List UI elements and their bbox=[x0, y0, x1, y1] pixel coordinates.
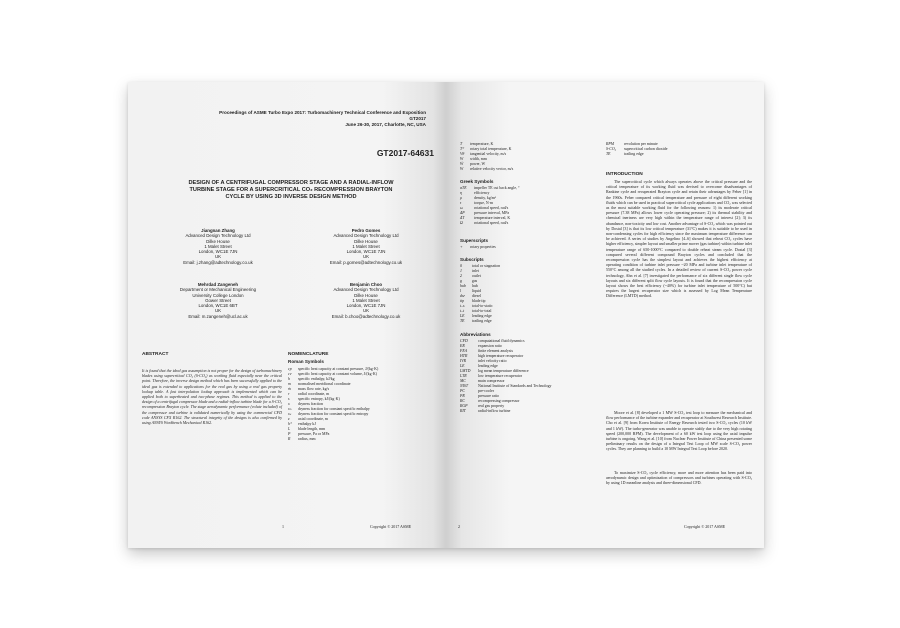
entry-description: impeller TE cut back angle, ° bbox=[474, 186, 520, 190]
entry-description: liquid bbox=[472, 289, 482, 293]
entry-symbol: ρ bbox=[460, 196, 462, 200]
entry-symbol: T⁰ bbox=[460, 147, 464, 151]
copyright-footer: Copyright © 2017 ASME bbox=[684, 524, 726, 529]
entry-symbol: RGP bbox=[460, 404, 468, 408]
entry-symbol: Ẇ bbox=[460, 162, 464, 166]
entry-description: low temperature recuperator bbox=[478, 374, 523, 378]
entry-symbol: CFD bbox=[460, 339, 468, 343]
entry-symbol: xₛ bbox=[288, 412, 292, 416]
entry-symbol: 2 bbox=[460, 274, 462, 278]
entry-symbol: PC bbox=[460, 389, 465, 393]
author-country: UK bbox=[362, 254, 370, 260]
entry-symbol: W bbox=[460, 157, 464, 161]
author-block-2 bbox=[304, 228, 428, 265]
entry-description: blade length, mm bbox=[298, 427, 326, 431]
entry-description: specific heat capacity at constant pressure, J/(kg·K) bbox=[298, 367, 379, 371]
entry-description: revolution per minute bbox=[624, 142, 658, 146]
right-page bbox=[446, 82, 764, 548]
entry-symbol: ω bbox=[460, 206, 463, 210]
entry-description: temperature interval, K bbox=[474, 216, 511, 220]
entry-symbol: hub bbox=[460, 284, 466, 288]
entry-description: specific entropy, kJ/(kg·K) bbox=[298, 397, 340, 401]
entry-description: hub bbox=[472, 284, 478, 288]
superscripts-heading: Superscripts bbox=[460, 238, 489, 243]
entry-symbol: dsr bbox=[460, 294, 465, 298]
entry-symbol: + bbox=[460, 245, 463, 249]
page-number: 2 bbox=[458, 524, 460, 529]
author-address: Gower Street bbox=[205, 297, 231, 303]
entry-symbol: t–t bbox=[460, 309, 465, 313]
entry-description: relative velocity vector, m/s bbox=[470, 167, 514, 171]
entry-description: finite element analysis bbox=[478, 349, 514, 353]
author-address: Dilke House bbox=[354, 238, 378, 244]
entry-description: dryness fraction for constant specific enthalpy bbox=[298, 407, 370, 411]
entry-description: enthalpy kJ bbox=[298, 422, 316, 426]
author-block-3 bbox=[156, 282, 280, 319]
entry-symbol: ΔT bbox=[460, 216, 465, 220]
entry-description: specific enthalpy, kJ/kg bbox=[298, 377, 335, 381]
entry-symbol: LE bbox=[460, 364, 465, 368]
author-address: 1 Malet Street bbox=[352, 243, 380, 249]
entry-description: temperature, K bbox=[470, 142, 494, 146]
introduction-paragraph-3: To maximize S-CO₂ cycle efficiency, more and more attention has been paid into aerodynamic design and optimization of compressors and turbines operating with S-CO₂ by using 1D meanline analysis and three-dimensional CFD. bbox=[606, 470, 752, 486]
entry-description: radial-inflow turbine bbox=[478, 409, 511, 413]
entry-symbol: r bbox=[288, 392, 290, 396]
nomenclature-entry bbox=[460, 319, 610, 324]
entry-symbol: t–s bbox=[460, 304, 465, 308]
author-address: London, WC1E 7JN bbox=[346, 249, 386, 255]
nomenclature-continued bbox=[460, 142, 610, 172]
author-email: Email: j.zhang@adtechnology.co.uk bbox=[183, 259, 253, 265]
entry-symbol: cv bbox=[288, 372, 292, 376]
entry-symbol: αTE bbox=[460, 186, 467, 190]
entry-description: computational fluid dynamics bbox=[478, 339, 525, 343]
author-affiliation: Department or Mechanical Engineering bbox=[179, 287, 257, 293]
entry-description: trailing edge bbox=[472, 319, 492, 323]
entry-description: main compressor bbox=[478, 379, 505, 383]
title-line-3: CYCLE BY USING 3D INVERSE DESIGN METHOD bbox=[225, 194, 357, 201]
entry-description: blade tip bbox=[472, 299, 486, 303]
entry-description: real gas property bbox=[478, 404, 505, 408]
entry-description: total-to-total bbox=[472, 309, 492, 313]
roman-symbols-list bbox=[288, 367, 438, 442]
entry-description: outlet bbox=[472, 274, 481, 278]
nomenclature-entry bbox=[460, 221, 610, 226]
entry-description: pressure ratio bbox=[478, 394, 500, 398]
author-country: UK bbox=[214, 254, 222, 260]
copyright-footer: Copyright © 2017 ASME bbox=[370, 524, 412, 529]
entry-description: rotary properties bbox=[470, 245, 496, 249]
abbreviations-list bbox=[460, 339, 620, 414]
entry-symbol: R bbox=[288, 437, 291, 441]
entry-symbol: HTR bbox=[460, 354, 468, 358]
entry-symbol: TE bbox=[460, 319, 465, 323]
entry-symbol: T bbox=[460, 142, 463, 146]
entry-description: axial coordinate, m bbox=[298, 417, 328, 421]
author-affiliation: Advanced Design Technology Ltd bbox=[333, 233, 399, 239]
nomenclature-heading: NOMENCLATURE bbox=[288, 352, 329, 357]
entry-description: normalised meridional coordinate bbox=[298, 382, 351, 386]
entry-symbol: S-CO₂ bbox=[606, 147, 616, 151]
entry-symbol: RPM bbox=[606, 142, 614, 146]
entry-symbol: g bbox=[460, 279, 462, 283]
author-address: London, WC1E 7JN bbox=[346, 303, 386, 309]
introduction-paragraph-1: The supercritical cycle which always operates above the critical pressure and the critical temperature of its working fluid was devised to overcome disadvantages of Rankine cycle and recuperated Brayton cycle and retain their advantages by Feher [1] in the 1960s. Feher compared critical temperature and pressure of eight different working fluids which can be used in practical supercritical cycle applications and CO₂ was selected as the most suitable working fluid for the following reasons: 1) its moderate critical pressure (7.38 MPa) allows lower cycle operating pressure; 2) its thermal stability and chemical inertness are very high within the temperature range of interest [2]; 3) its abundance, non-toxicity and low cost. Another advantage of S-CO₂ which was pointed out by Dostal [3] is that its low critical temperature (31°C) makes it is suitable to be used in non-condensing cycles for high efficiency since the maximum temperature difference can be achieved. A series of studies by Angelino [4–6] showed that reheat CO₂ cycles have higher efficiency, simpler layout and smaller prime mover (gas turbine) within turbine inlet temperature range of 650-1000°C compared to double reheat steam cycle. Dostal [3] compared several different compound Brayton cycles and concluded that the recompression cycle has the simplest layout and achieves the highest efficiency at operating condition of turbine inlet pressure ~20 MPa and turbine inlet temperature of 550°C among all the studied cycles. In a detailed review of current S-CO₂ power cycle technology, Ahn et al. [7] investigated the performance of six different single flow cycle layouts and six different split flow cycle layouts. It is found that the recompression cycle layout shows the best efficiency (~40%) for turbine inlet temperature of 500°C) but requires the largest recuperator size which is assessed by Log Mean Temperature Difference (LMTD) method. bbox=[606, 179, 752, 299]
entry-description: radial coordinate, m bbox=[298, 392, 330, 396]
entry-description: inlet bbox=[472, 269, 479, 273]
author-email: Email: m.zangeneh@ucl.ac.uk bbox=[188, 313, 248, 319]
entry-symbol: x bbox=[288, 402, 290, 406]
page-number: 1 bbox=[282, 524, 284, 529]
entry-symbol: ΔP bbox=[460, 211, 465, 215]
entry-description: density, kg/m³ bbox=[474, 196, 497, 200]
entry-symbol: tip bbox=[460, 299, 465, 303]
entry-description: dryness fraction bbox=[298, 402, 323, 406]
entry-description: width, mm bbox=[470, 157, 487, 161]
author-country: UK bbox=[362, 308, 370, 314]
entry-description: trailing edge bbox=[624, 152, 644, 156]
author-name: Pedro Gomes bbox=[351, 228, 381, 233]
entry-description: power, W bbox=[470, 162, 486, 166]
author-name: Mehrdad Zangeneh bbox=[197, 282, 239, 287]
entry-symbol: s bbox=[288, 397, 290, 401]
entry-description: inlet velocity ratio bbox=[478, 359, 507, 363]
entry-symbol: RIT bbox=[460, 409, 466, 413]
entry-description: rotational speed, rad/s bbox=[474, 221, 509, 225]
greek-symbols-heading: Greek Symbols bbox=[460, 179, 494, 184]
entry-description: pre-cooler bbox=[478, 389, 494, 393]
entry-symbol: Vθ bbox=[460, 152, 465, 156]
entry-symbol: L bbox=[288, 427, 291, 431]
abstract-heading: ABSTRACT bbox=[142, 352, 169, 357]
entry-symbol: xₕ bbox=[288, 407, 292, 411]
entry-description: leading edge bbox=[472, 314, 492, 318]
entry-description: supercritical carbon dioxide bbox=[624, 147, 668, 151]
author-address: 1 Malet Street bbox=[204, 243, 232, 249]
entry-symbol: 0 bbox=[460, 264, 462, 268]
entry-description: diesel bbox=[472, 294, 482, 298]
entry-symbol: LTR bbox=[460, 374, 467, 378]
entry-description: recompressing compressor bbox=[478, 399, 520, 403]
entry-description: total-to-static bbox=[472, 304, 493, 308]
author-address: University College London bbox=[192, 292, 244, 298]
entry-description: high temperature recuperator bbox=[478, 354, 524, 358]
entry-symbol: cp bbox=[288, 367, 292, 371]
subscripts-heading: Subscripts bbox=[460, 257, 484, 262]
entry-symbol: η bbox=[460, 191, 462, 195]
author-address: London, WC1E 6BT bbox=[198, 303, 238, 309]
abstract-text: It is found that the ideal gas assumption is not proper for the design of turbomachinery blades using supercritical CO₂ (S-CO₂) as working fluid especially near the critical point. Therefore, the inverse design method which has been successfully applied to the ideal gas is extended to applications for the real gas by using a real gas property lookup table. A fast interpolation lookup approach is implemented which can be applied both to superheated and two-phase regimes. This method is applied to the design of a centrifugal compressor blade and a radial-inflow turbine blade for a S-CO₂ recompression Brayton cycle. The stage aerodynamic performance (volute included) of the compressor and turbine is validated numerically by using the commercial CFD code ANSYS CFX R162. The structural integrity of the designs is also confirmed by using ANSYS Workbench Mechanical R162. bbox=[142, 368, 283, 426]
entry-description: expansion ratio bbox=[478, 344, 502, 348]
entry-symbol: FEA bbox=[460, 349, 468, 353]
entry-symbol: NIST bbox=[460, 384, 468, 388]
introduction-paragraph-2: Moore et al. [8] developed a 1 MW S-CO₂ test loop to measure the mechanical and flow performance of the turbine expander and recuperator at Southwest Research Institute. Cho et al. [9] from Korea Institute of Energy Research tested two S-CO₂ cycles (10 kW and 1 kW). The turbo-generator was unable to operate stably due to the very high rotating speed (200,000 RPM). The development of a 60 kW test loop using the axial impulse turbine is ongoing. Wang et al. [10] from Nuclear Power Institute of China presented some preliminary results on the design of a Integral Test Loop of MW scale S-CO₂ power cycles. They are planning to build a 10 MW Integral Test Loop before 2020. bbox=[606, 410, 752, 452]
conference-code: GT2017 bbox=[409, 115, 426, 121]
entry-description: National Institute of Standards and Technology bbox=[478, 384, 552, 388]
greek-symbols-list bbox=[460, 186, 610, 226]
entry-description: log mean temperature difference bbox=[478, 369, 529, 373]
author-email: Email: p.gomes@adtechnology.co.uk bbox=[329, 259, 403, 265]
entry-symbol: LE bbox=[460, 314, 465, 318]
author-name: Benjamin Choo bbox=[349, 282, 383, 287]
conference-header bbox=[148, 110, 426, 127]
abbreviations-heading: Abbreviations bbox=[460, 332, 491, 337]
nomenclature-continued-2 bbox=[606, 142, 752, 157]
author-email: Email: b.choo@adtechnology.co.uk bbox=[331, 313, 401, 319]
entry-symbol: ER bbox=[460, 344, 465, 348]
entry-symbol: W bbox=[460, 167, 464, 171]
author-block-1 bbox=[156, 228, 280, 265]
nomenclature-entry bbox=[288, 437, 438, 442]
proceedings-line: Proceedings of ASME Turbo Expo 2017: Turbomachinery Technical Conference and Exposition bbox=[219, 110, 426, 115]
entry-description: mass flow rate, kg/s bbox=[298, 387, 330, 391]
author-affiliation: Advanced Design Technology Ltd bbox=[185, 233, 251, 239]
entry-description: leading edge bbox=[478, 364, 498, 368]
entry-description: pressure interval, MPa bbox=[474, 211, 510, 215]
nomenclature-entry bbox=[460, 167, 610, 172]
entry-symbol: 1 bbox=[460, 269, 462, 273]
entry-description: rotational speed, rad/s bbox=[474, 206, 509, 210]
author-country: UK bbox=[214, 308, 222, 314]
author-address: Dilke House bbox=[354, 292, 378, 298]
entry-description: torque, N·m bbox=[474, 201, 494, 205]
paper-id: GT2017-64631 bbox=[376, 148, 434, 158]
entry-symbol: τ bbox=[460, 201, 462, 205]
title-line-1: DESIGN OF A CENTRIFUGAL COMPRESSOR STAGE AND A RADIAL-INFLOW bbox=[188, 180, 394, 186]
entry-symbol: LMTD bbox=[460, 369, 471, 373]
author-block-4 bbox=[304, 282, 428, 319]
entry-symbol: TE bbox=[606, 152, 611, 156]
author-address: Dilke House bbox=[206, 238, 230, 244]
entry-symbol: z bbox=[288, 417, 290, 421]
entry-symbol: Ω bbox=[460, 221, 463, 225]
roman-symbols-heading: Roman Symbols bbox=[288, 359, 324, 364]
superscripts-list bbox=[460, 245, 610, 250]
entry-description: efficiency bbox=[474, 191, 490, 195]
paper-title bbox=[146, 180, 436, 202]
entry-symbol: ṁ bbox=[288, 387, 291, 391]
nomenclature-entry bbox=[460, 245, 610, 250]
author-address: 1 Malet Street bbox=[352, 297, 380, 303]
entry-symbol: PR bbox=[460, 394, 465, 398]
entry-description: specific heat capacity at constant volume, J/(kg·K) bbox=[298, 372, 377, 376]
entry-symbol: l bbox=[460, 289, 462, 293]
entry-symbol: RC bbox=[460, 399, 465, 403]
entry-description: total or stagnation bbox=[472, 264, 501, 268]
open-booklet bbox=[128, 82, 764, 548]
entry-symbol: IVR bbox=[460, 359, 467, 363]
entry-symbol: h⁰ bbox=[288, 422, 292, 426]
nomenclature-entry bbox=[606, 152, 752, 157]
introduction-heading: INTRODUCTION bbox=[606, 172, 643, 177]
entry-description: gas bbox=[472, 279, 478, 283]
subscripts-list bbox=[460, 264, 610, 324]
title-line-2: TURBINE STAGE FOR A SUPERCRITICAL CO₂ RECOMPRESSION BRAYTON bbox=[189, 187, 393, 194]
entry-symbol: m bbox=[288, 382, 291, 386]
author-name: Jiangnan Zhang bbox=[201, 228, 235, 233]
conference-dates: June 26-30, 2017, Charlotte, NC, USA bbox=[345, 121, 426, 127]
left-page bbox=[128, 82, 446, 548]
entry-symbol: P bbox=[288, 432, 291, 436]
entry-symbol: MC bbox=[460, 379, 466, 383]
entry-description: pressure, Pa or MPa bbox=[298, 432, 330, 436]
entry-description: rotary total temperature, K bbox=[470, 147, 512, 151]
entry-description: radius, mm bbox=[298, 437, 316, 441]
author-address: London, WC1E 7JN bbox=[198, 249, 238, 255]
entry-symbol: h bbox=[288, 377, 290, 381]
author-affiliation: Advanced Design Technology Ltd bbox=[333, 287, 399, 293]
entry-description: dryness fraction for constant specific entropy bbox=[298, 412, 369, 416]
nomenclature-entry bbox=[460, 409, 620, 414]
entry-description: tangential velocity, m/s bbox=[470, 152, 507, 156]
